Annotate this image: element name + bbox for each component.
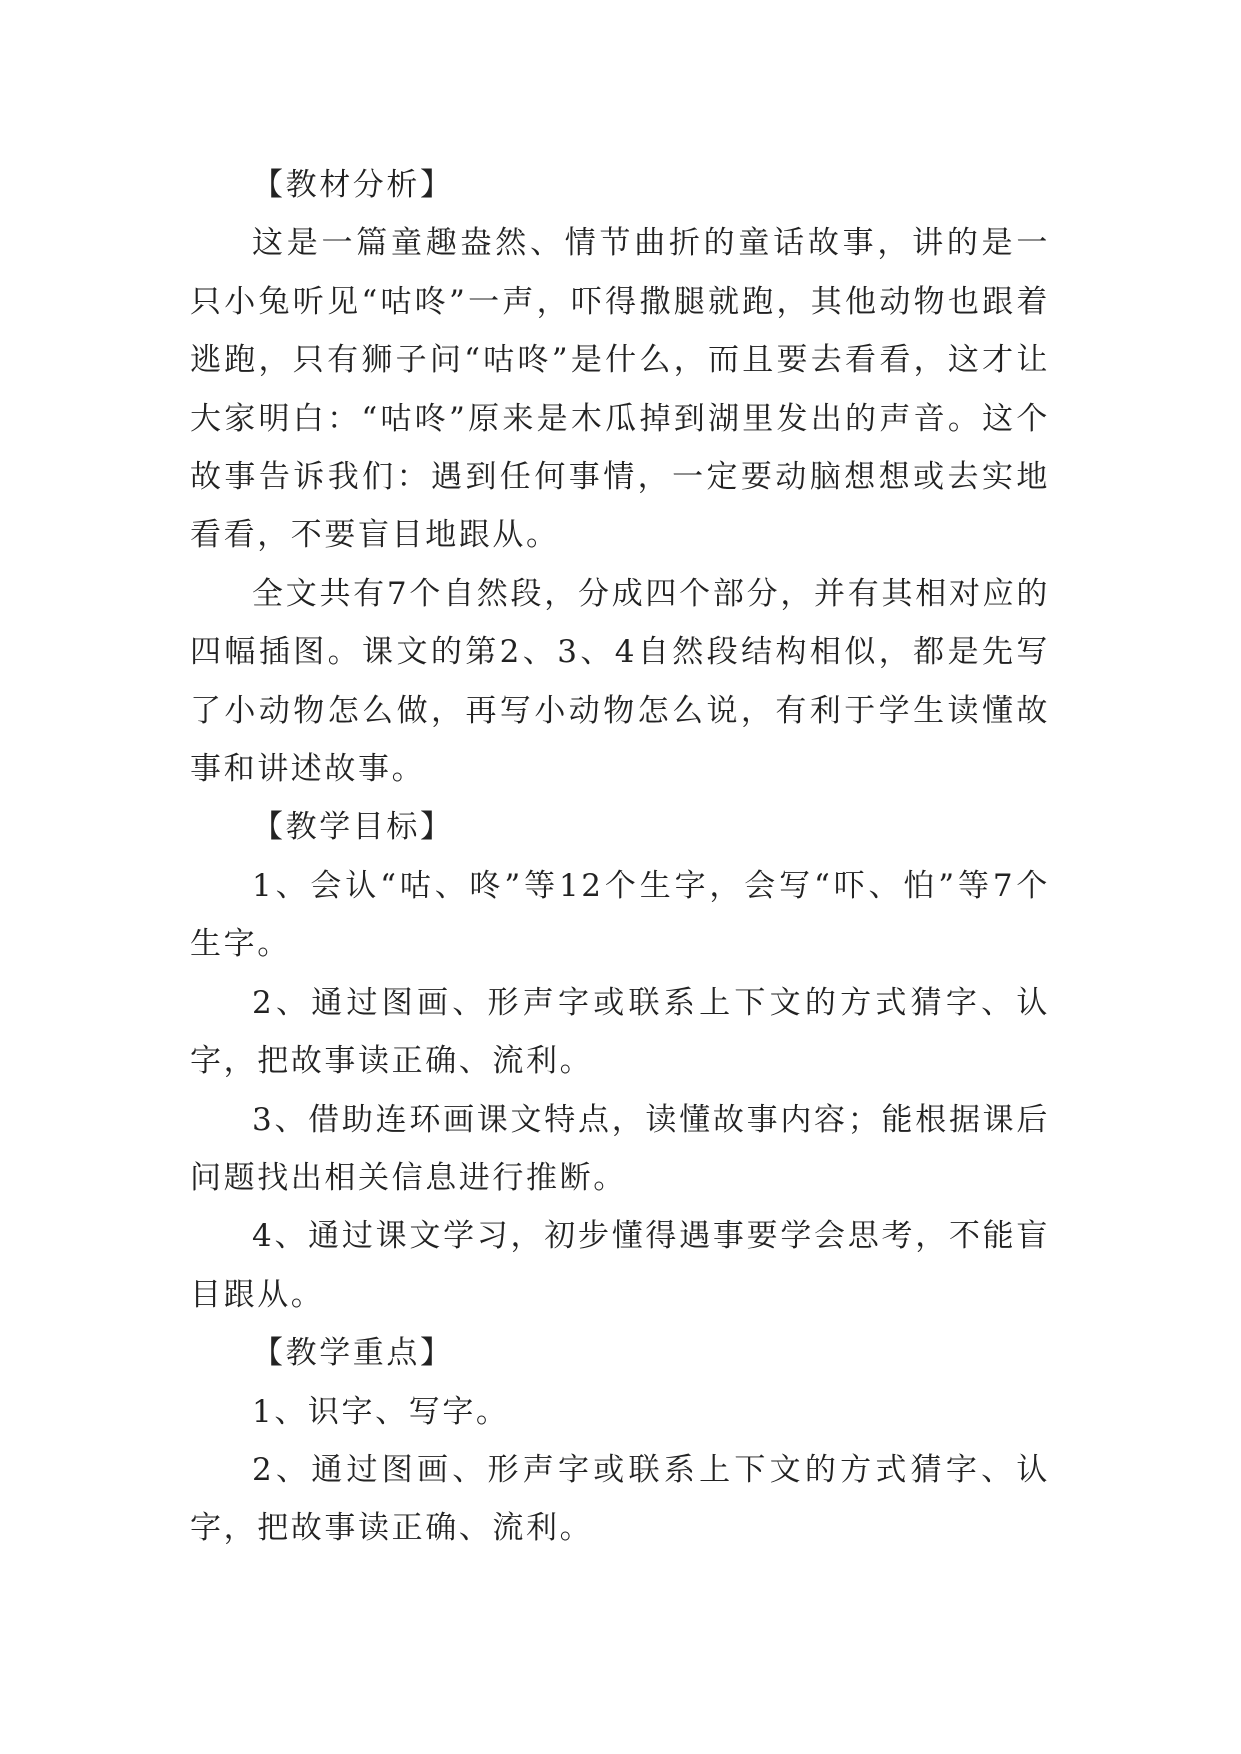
key-point-item: 2、通过图画、形声字或联系上下文的方式猜字、认字，把故事读正确、流利。: [190, 1451, 1050, 1547]
section-heading-key-points: 【教学重点】: [252, 1335, 454, 1372]
section-heading-goals: 【教学目标】: [252, 809, 454, 846]
goal-item: 2、通过图画、形声字或联系上下文的方式猜字、认字，把故事读正确、流利。: [190, 984, 1050, 1080]
goal-item: 3、借助连环画课文特点，读懂故事内容；能根据课后问题找出相关信息进行推断。: [190, 1101, 1050, 1196]
key-point-item: 1、识字、写字。: [252, 1393, 510, 1430]
document-body: [190, 156, 1050, 1558]
goal-item: 4、通过课文学习，初步懂得遇事要学会思考，不能盲目跟从。: [190, 1218, 1050, 1313]
analysis-paragraph: 全文共有7个自然段，分成四个部分，并有其相对应的四幅插图。课文的第2、3、4自然段结构相似，都是先写了小动物怎么做，再写小动物怎么说，有利于学生读懂故事和讲述故事。: [190, 575, 1050, 788]
section-heading-analysis: 【教材分析】: [252, 167, 454, 203]
goal-item: 1、会认“咕、咚”等12个生字，会写“吓、怕”等7个生字。: [190, 867, 1050, 963]
analysis-paragraph: 这是一篇童趣盎然、情节曲折的童话故事，讲的是一只小兔听见“咕咚”一声，吓得撒腿就跑，其他动物也跟着逃跑，只有狮子问“咕咚”是什么，而且要去看看，这才让大家明白：“咕咚”原来是木瓜掉到湖里发出的声音。这个故事告诉我们：遇到任何事情，一定要动脑想想或去实地看看，不要盲目地跟从。: [190, 225, 1050, 554]
